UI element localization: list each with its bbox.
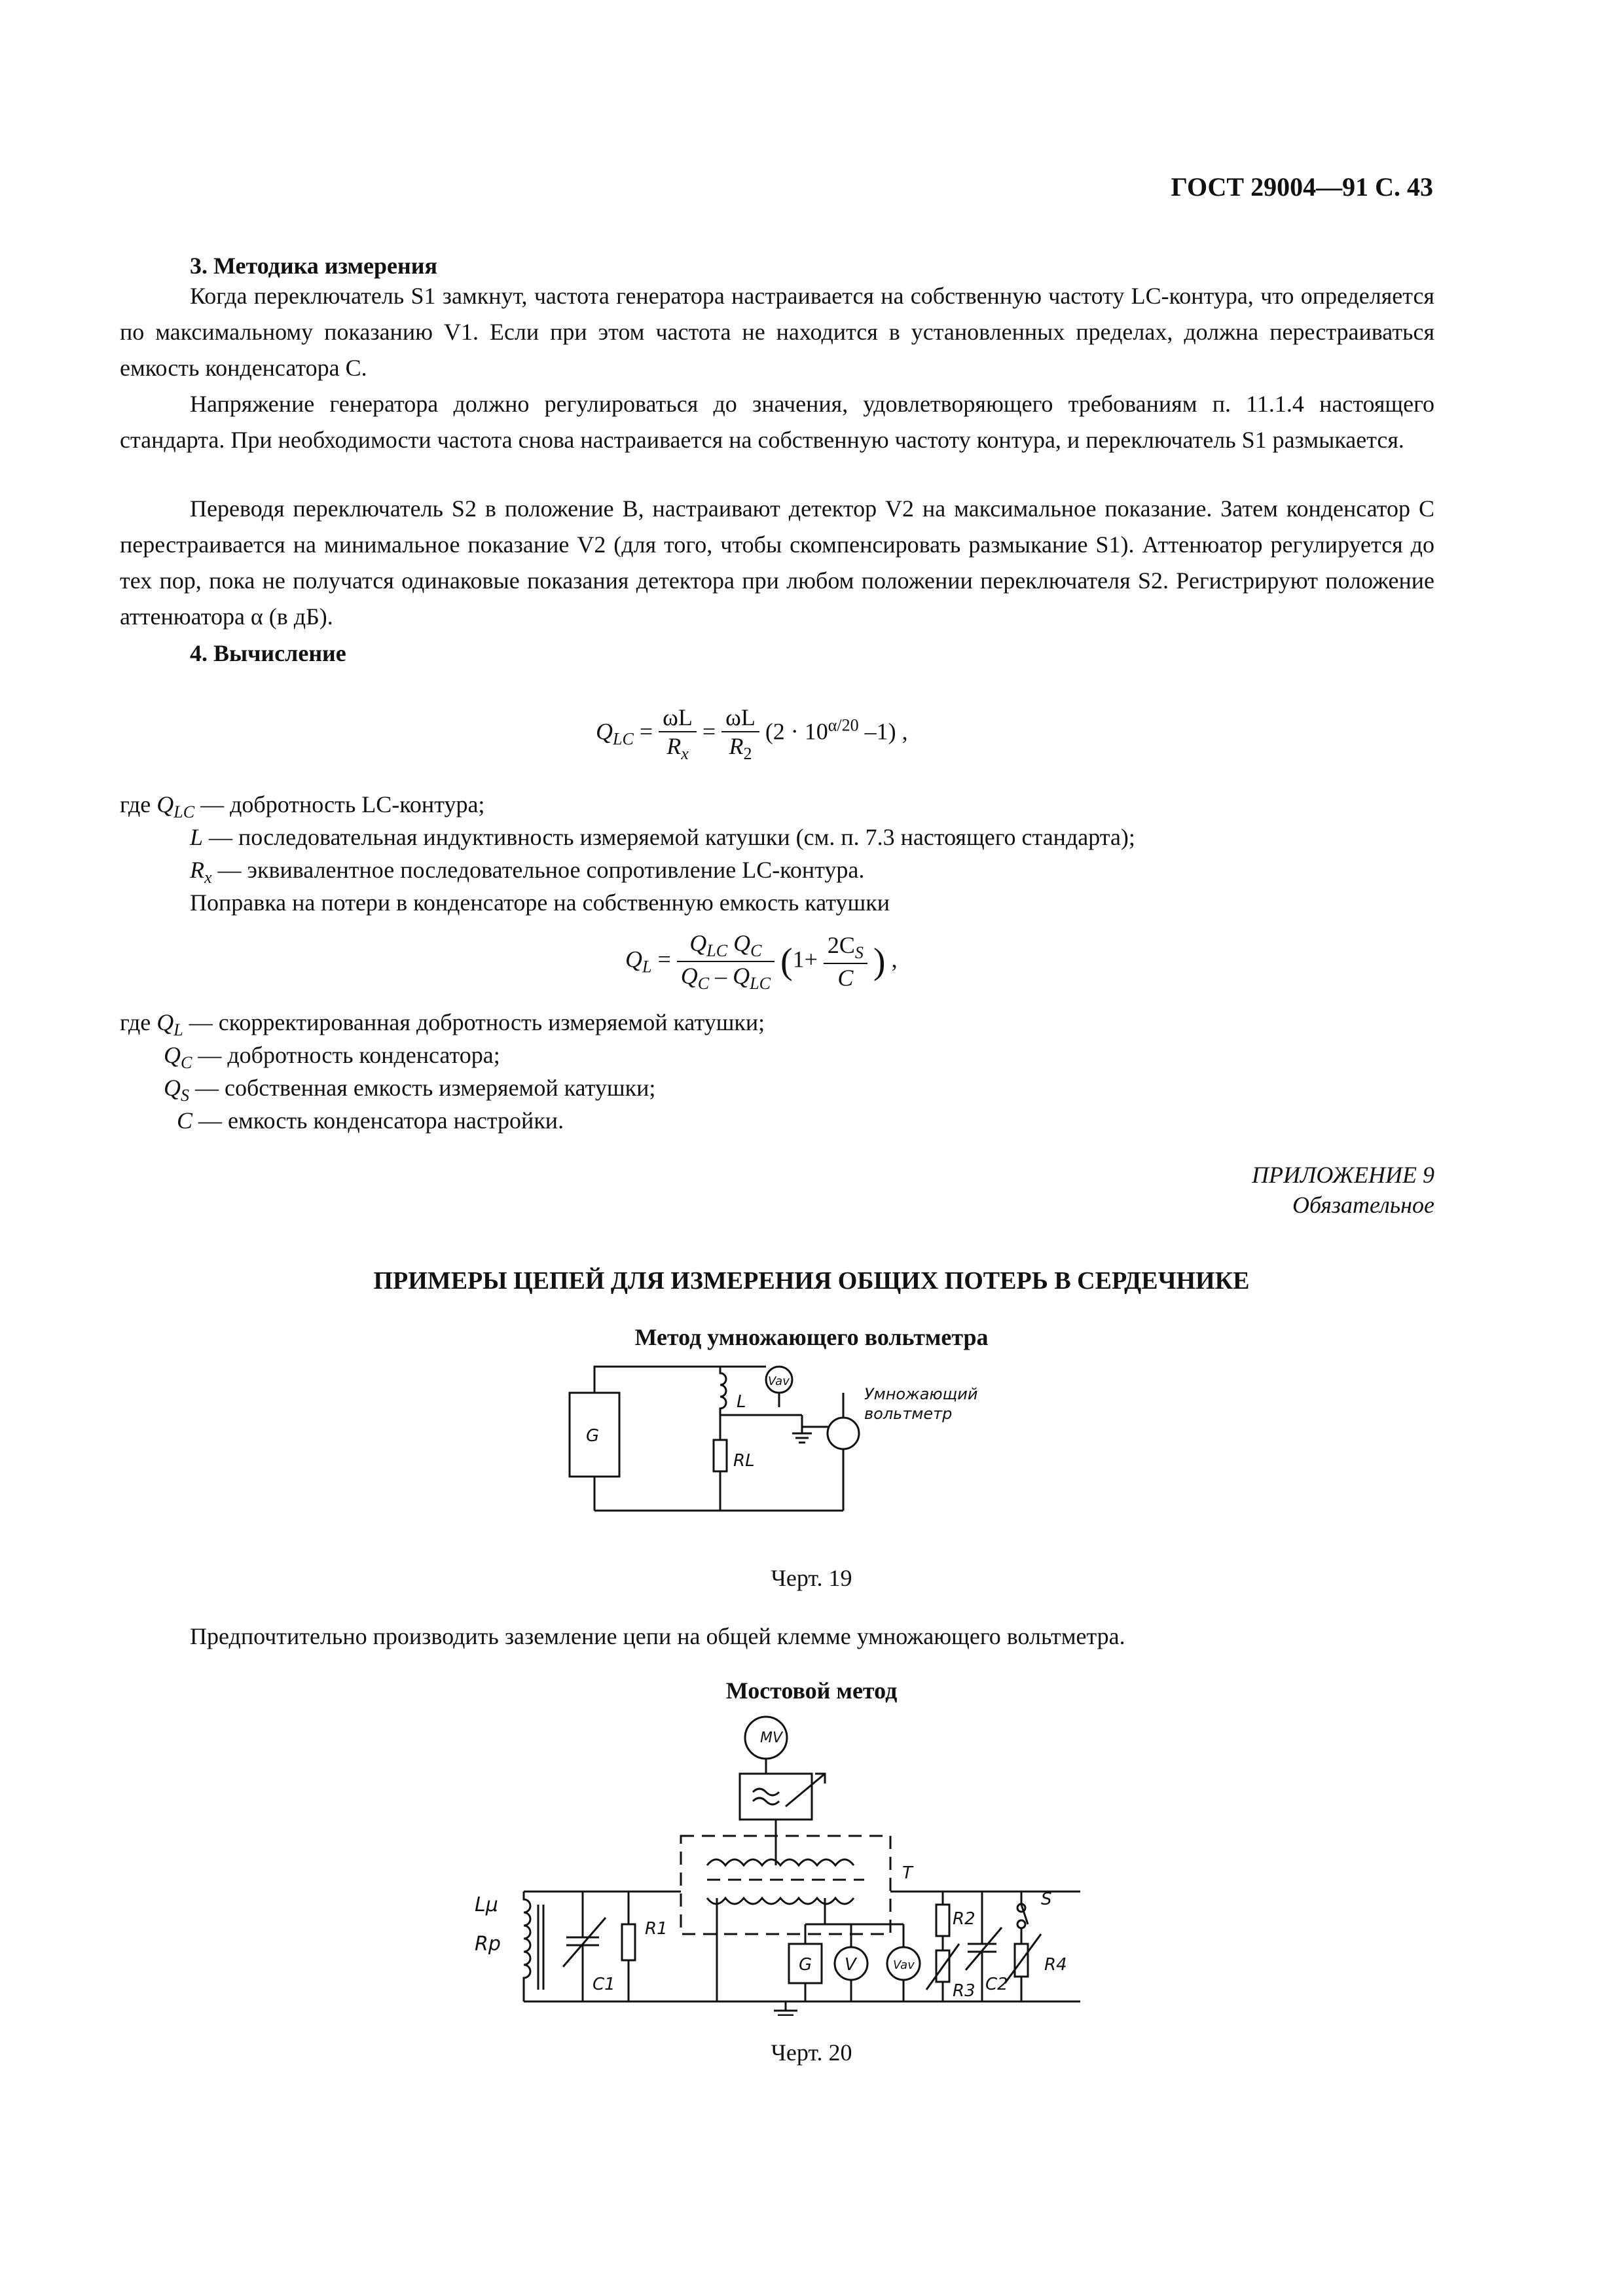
label-lmu: Lμ [475, 1893, 498, 1916]
where2-item-2: $Q_S$ — собственная емкость измеряемой катушки; [164, 1075, 656, 1105]
correction-text: Поправка на потери в конденсаторе на собственную емкость катушки [190, 889, 890, 916]
multiplying-voltmeter [828, 1418, 859, 1449]
figure-20-caption: Черт. 20 [771, 2039, 852, 2066]
circuit-diagram-19 [550, 1361, 1021, 1525]
where1-item-2: $R_x$ — эквивалентное последовательное сопротивление LC-контура. [190, 857, 865, 888]
where2-item-1: $Q_C$ — добротность конденсатора; [164, 1042, 500, 1073]
label-g: G [586, 1426, 600, 1446]
label-l: L [737, 1392, 746, 1412]
appendix-title: ПРИМЕРЫ ЦЕПЕЙ ДЛЯ ИЗМЕРЕНИЯ ОБЩИХ ПОТЕРЬ В СЕРДЕЧНИКЕ [373, 1267, 1250, 1295]
where2-item-3: C — емкость конденсатора настройки. [177, 1107, 564, 1134]
figure-19-caption: Черт. 19 [771, 1565, 852, 1591]
label-r2: R2 [953, 1909, 976, 1929]
label-c2: C2 [985, 1975, 1008, 1994]
label-rp: Rp [475, 1933, 501, 1956]
section-3-paragraph-1: Когда переключатель S1 замкнут, частота генератора настраивается на собственную частоту LC-контура, что определяется по максимальному показанию V1. Если при этом частота не находится в установленных пределах, должна перестраиваться емкость конденсатора C. [120, 283, 1434, 381]
transformer-t [681, 1836, 890, 1934]
method1-title: Метод умножающего вольтметра [634, 1324, 989, 1350]
coil-lmu [524, 1892, 530, 2001]
phase-shifter-box [740, 1774, 812, 1820]
appendix-status: Обязательное [1292, 1192, 1434, 1218]
appendix-number: ПРИЛОЖЕНИЕ 9 [1252, 1162, 1434, 1188]
section-3-paragraph-3: Переводя переключатель S2 в положение B, настраивают детектор V2 на максимальное показание. Затем конденсатор C перестраивается на минимальное показание V2 (для того, чтобы скомпенсировать размыкание S1). Аттенюатор регулируется до тех пор, пока не получатся одинаковые показания детектора при любом положении переключателя S2. Регистрируют положение аттенюатора α (в дБ). [120, 495, 1434, 630]
where1-item-1: L — последовательная индуктивность измеряемой катушки (см. п. 7.3 настоящего стандарта); [190, 824, 1135, 850]
label-r4: R4 [1044, 1955, 1067, 1975]
circuit-diagram-20 [458, 1708, 1113, 2016]
label-c1: C1 [593, 1975, 615, 1994]
method2-title: Мостовой метод [725, 1677, 898, 1704]
section-3-paragraph-2: Напряжение генератора должно регулироваться до значения, удовлетворяющего требованиям п. 11.1.4 настоящего стандарта. При необходимости частота снова настраивается на собственную частоту контура, и переключатель S1 размыкается. [120, 391, 1434, 453]
label-g: G [799, 1955, 812, 1975]
resistor-r2 [936, 1905, 949, 1936]
label-t: T [902, 1863, 913, 1883]
formula-ql: $Q_L$ = $\frac{Q_{LC} Q_C}{Q_C - Q_{LC}}$ (1+ $\frac{2C_S}{C}$ ) , [625, 930, 898, 994]
section-3-title: 3. Методика измерения [190, 253, 437, 279]
label-r1: R1 [645, 1919, 668, 1939]
label-r3: R3 [953, 1981, 976, 2001]
label-v: V [845, 1955, 856, 1975]
appendix-label [1252, 1160, 1434, 1220]
method1-note: Предпочтительно производить заземление цепи на общей клемме умножающего вольтметра. [190, 1623, 1125, 1649]
label-mv: MV [760, 1730, 783, 1746]
label-rl: RL [733, 1451, 755, 1471]
where2-item-0: где $Q_L$ — скорректированная добротность измеряемой катушки; [120, 1009, 765, 1040]
label-s: S [1041, 1890, 1052, 1909]
where1-item-0: где $Q_{LC}$ — добротность LC-контура; [120, 791, 485, 822]
resistor-r1 [622, 1924, 635, 1960]
label-multiplying: Умножающий [864, 1385, 978, 1403]
inductor-l [720, 1367, 726, 1415]
label-voltmeter: вольтметр [864, 1405, 953, 1423]
document-header: ГОСТ 29004—91 С. 43 [1171, 172, 1433, 202]
formula-qlc: $Q_{LC}$ = $\frac{\omega L}{R_x}$ = $\frac{\omega L}{R_2}$ ($2 \cdot 10^{\alpha/20}$ –1) , [596, 704, 908, 764]
label-vav: Vav [893, 1958, 915, 1972]
section-4-title: 4. Вычисление [190, 640, 346, 666]
label-vav: Vav [768, 1374, 790, 1388]
resistor-rl [714, 1440, 727, 1471]
